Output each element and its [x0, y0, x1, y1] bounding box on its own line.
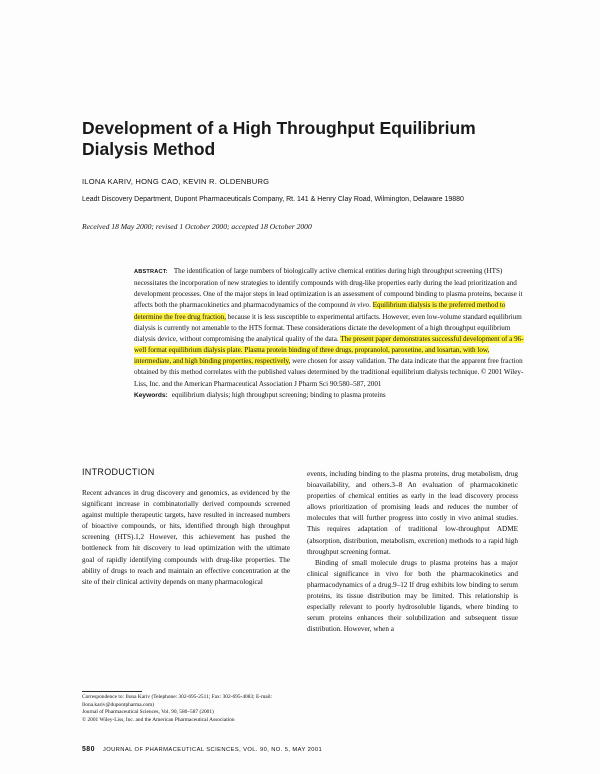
section-heading-introduction: INTRODUCTION [82, 467, 155, 477]
received-dates: Received 18 May 2000; revised 1 October 2000; accepted 18 October 2000 [82, 222, 312, 231]
abstract-label: ABSTRACT: [134, 269, 168, 275]
abstract-text-1: The identification of large numbers of biologically active chemical entities during high throughput screening (HTS) necessitates the incorporation of new strategies to identify compounds with drug-like properties early during the lead prioritization and development processes. One of the major steps in lead optimization is an assessment of compound binding to plasma proteins, because it affects both the pharmacokinetics and pharmacodynamics of the compound [134, 267, 523, 310]
abstract-block [134, 266, 524, 401]
intro-paragraph-3: Binding of small molecule drugs to plasma proteins has a major clinical significance in vivo for both the pharmacokinetics and pharmacodynamics of a drug.9–12 If drug exhibits low binding to serum proteins, its tissue distribution may be limited. This relationship is especially relevant to poorly hydrosoluble ligands, where binding to serum proteins enhances their solubilization and subsequent tissue distribution. However, when a [307, 558, 518, 634]
page-number: 580 [82, 746, 95, 753]
abstract-paragraph [134, 266, 524, 390]
affiliation: Leadt Discovery Department, Dupont Pharmaceuticals Company, Rt. 141 & Henry Clay Road, Wilmington, Delaware 19880 [82, 196, 464, 203]
paper-title: Development of a High Throughput Equilibrium Dialysis Method [82, 118, 476, 159]
running-footer: JOURNAL OF PHARMACEUTICAL SCIENCES, VOL. 90, NO. 5, MAY 2001 [102, 747, 323, 753]
keywords-label: Keywords: [134, 391, 168, 399]
intro-paragraph-1: Recent advances in drug discovery and genomics, as evidenced by the significant increase in combinatorially derived compounds screened against multiple therapeutic targets, have resulted in increased numbers of bioactive compounds, or hits, identified through high throughput screening (HTS).1,2 However, this achievement has pushed the bottleneck from hit discovery to lead optimization with the ultimate goal of rapidly identifying compounds with drug-like properties. The ability of drugs to reach and maintain an effective concentration at the site of their clinical activity depends on many pharmacological [82, 489, 290, 586]
footnotes [82, 694, 294, 724]
copyright-note: © 2001 Wiley-Liss, Inc. and the American Pharmaceutical Association [82, 716, 235, 723]
abstract-text-3: were chosen for assay validation. The data indicate that the apparent free fraction obtained by this method correlates with the published values determined by the traditional equilibrium dialysis technique. © 2001 Wiley-Liss, Inc. and the American Pharmaceutical Association J Pharm Sci 90:580–587, 2001 [134, 357, 524, 388]
highlight-1[interactable]: Equilibrium dialysis is the preferred method to determine the free drug fraction, [134, 301, 506, 321]
footnote-divider [82, 691, 142, 692]
journal-citation: Journal of Pharmaceutical Sciences, Vol. 90, 580–587 (2001) [82, 709, 214, 716]
right-column [307, 469, 518, 635]
page-footer [82, 746, 522, 753]
author-list: ILONA KARIV, HONG CAO, KEVIN R. OLDENBURG [82, 177, 270, 186]
keywords-line [134, 390, 524, 401]
highlight-2[interactable]: The present paper demonstrates successful development of a 96-well format equilibrium dialysis plate. Plasma protein binding of three drugs, propranolol, paroxetine, and losartan, with low, intermediate, and high binding properties, respectively, [134, 334, 524, 366]
abstract-italic-in-vivo: in vivo [349, 301, 370, 310]
abstract-text-2: because it is less susceptible to experimental artifacts. However, even low-volume standard equilibrium dialysis is currently not amenable to the HTS format. These considerations dictate the development of a high throughput equilibrium dialysis device, without compromising the analytical quality of the data. [134, 312, 522, 343]
abstract-text-1b: . [369, 301, 373, 310]
keywords-text: equilibrium dialysis; high throughput screening; binding to plasma proteins [171, 390, 386, 399]
left-column [82, 488, 290, 588]
intro-paragraph-2: events, including binding to the plasma proteins, drug metabolism, drug bioavailability, and others.3–8 An evaluation of pharmacokinetic properties of chemical entities as early in the lead discovery process allows prioritization of promising leads and reduces the number of molecules that will further progress into costly in vivo animal studies. This requires adaptation of traditional low-throughput ADME (absorption, distribution, metabolism, excretion) methods to a rapid high throughput screening format. [307, 470, 518, 556]
correspondence-note: Correspondence to: Ilona Kariv (Telephone: 302-695-2511; Fax: 302-695-4083; E-mail: Ilona.kariv@dupontpharma.com) [82, 694, 273, 708]
